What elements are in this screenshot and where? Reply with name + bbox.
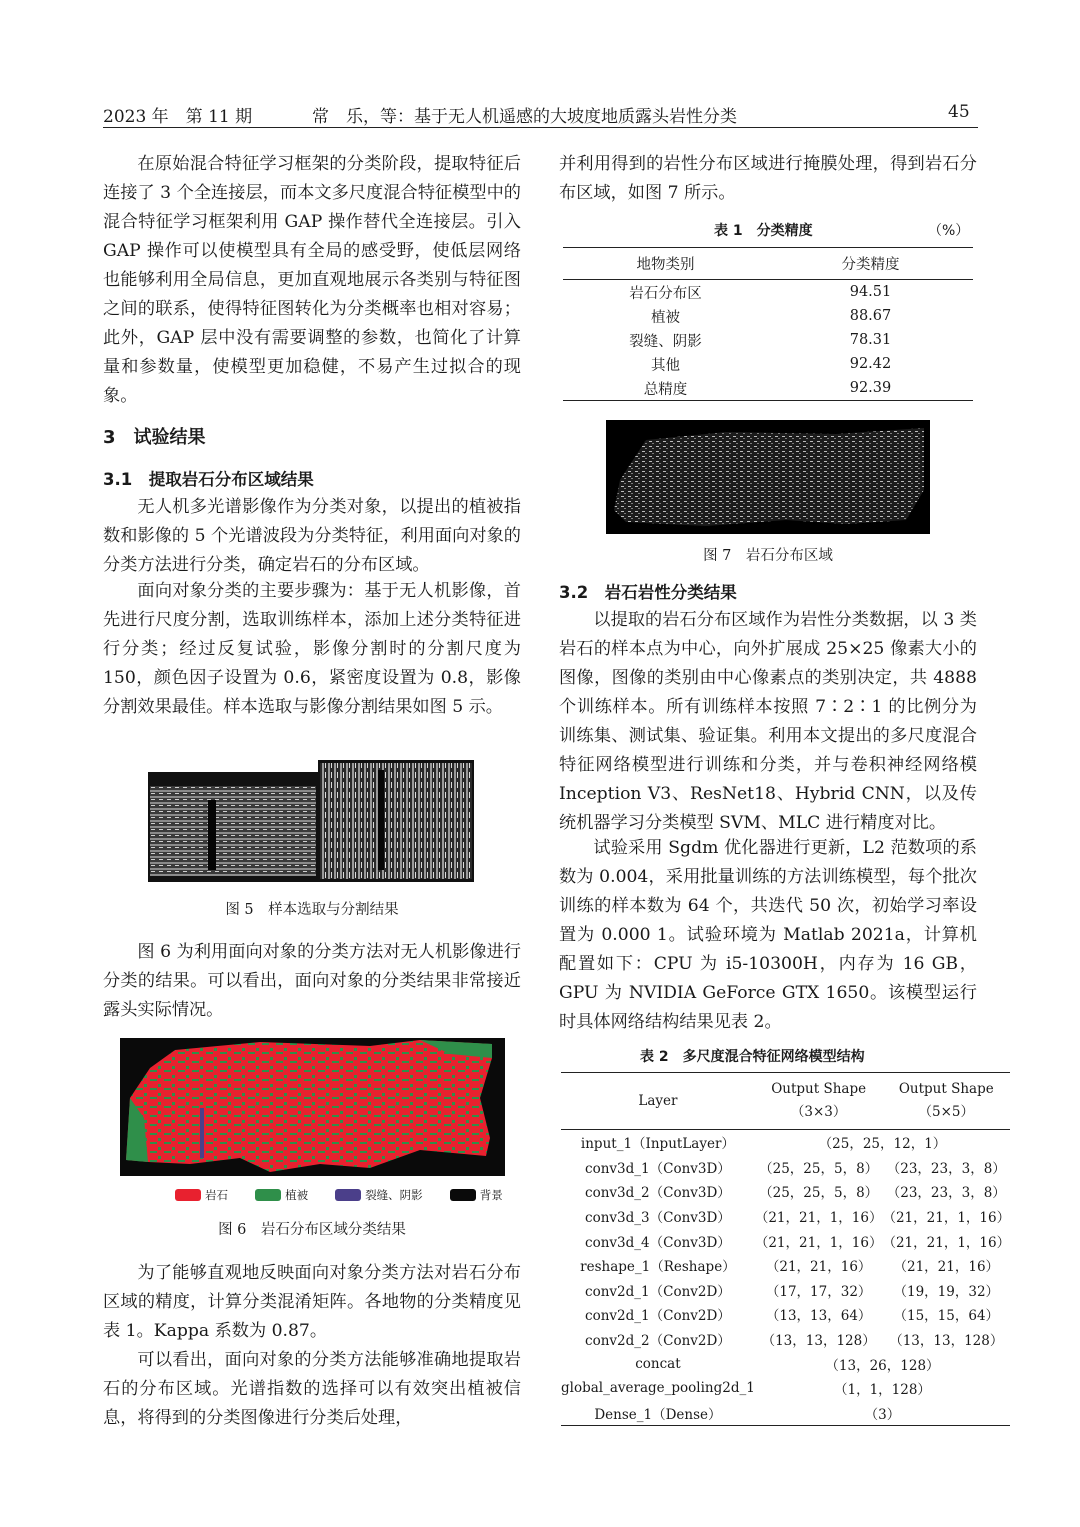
table-row: conv2d_2（Conv2D） （13，13，128） （13，13，128） <box>585 1333 1004 1350</box>
left-paragraph-fig6: 图 6 为利用面向对象的分类方法对无人机影像进行分类的结果。可以看出，面向对象的分类结果非常接近露头实际情况。 <box>103 942 521 1020</box>
table-row: 总精度 92.39 <box>643 380 892 398</box>
table-2 <box>561 1072 1010 1426</box>
legend-swatch-fracture <box>335 1189 361 1201</box>
table-row: concat （13，26，128） <box>635 1355 940 1374</box>
header-title: 常 乐，等：基于无人机遥感的大坡度地质露头岩性分类 <box>312 107 737 127</box>
table-2-title: 表 2 多尺度混合特征网络模型结构 <box>640 1049 865 1065</box>
header-rule <box>103 127 978 128</box>
table-row: reshape_1（Reshape） （21，21，16） （21，21，16） <box>580 1259 1000 1276</box>
left-paragraph-steps: 面向对象分类的主要步骤为：基于无人机影像，首先进行尺度分割，选取训练样本，添加上述分类特征进行分类；经过反复试验，影像分割时的分割尺度为 150，颜色因子设置为 0.6，紧密度设置为 0.8，影像分割效果最佳。样本选取与影像分割结果如图 5 示。 <box>103 581 521 717</box>
table-row: conv3d_3（Conv3D） （21，21，1，16） （21，21，1，16） <box>585 1210 1011 1227</box>
table-row: 岩石分布区 94.51 <box>629 284 892 302</box>
section-3-heading: 3 试验结果 <box>103 427 206 448</box>
header-issue: 2023 年 第 11 期 <box>103 107 253 127</box>
table-row: input_1（InputLayer） （25，25，12，1） <box>580 1136 947 1153</box>
legend-item-rock: 岩石 <box>175 1187 228 1203</box>
figure-7-image <box>606 420 930 534</box>
figure-5-caption: 图 5 样本选取与分割结果 <box>225 902 399 918</box>
table-2-header-5x5: Output Shape （5×5） <box>898 1081 994 1120</box>
table-row: global_average_pooling2d_1 （1，1，128） <box>561 1380 931 1399</box>
subsection-3-2-heading: 3.2 岩石岩性分类结果 <box>559 583 737 602</box>
legend-item-vegetation: 植被 <box>255 1187 308 1203</box>
right-paragraph-training: 试验采用 Sgdm 优化器进行更新，L2 范数项的系数为 0.004，采用批量训练的方法训练模型，每个批次训练的样本数为 64 个，共迭代 50 次，初始学习率设置为 0.000 1。试验环境为 Matlab 2021a，计算机配置如下：CPU 为 i5-10300H，内存为 16 GB，GPU 为 NVIDIA GeForce GTX 1650。该模型运行时具体网络结构结果见表 2。 <box>559 838 977 1032</box>
table-2-header-3x3: Output Shape （3×3） <box>771 1081 867 1120</box>
table-1-title: 表 1 分类精度 <box>714 223 813 239</box>
right-paragraph-mask: 并利用得到的岩性分布区域进行掩膜处理，得到岩石分布区域，如图 7 所示。 <box>559 154 977 203</box>
table-1-header-row <box>563 248 973 280</box>
table-2-header-layer: Layer <box>638 1093 678 1109</box>
left-paragraph-conclusion: 可以看出，面向对象的分类方法能够准确地提取岩石的分布区域。光谱指数的选择可以有效突出植被信息，将得到的分类图像进行分类后处理， <box>103 1350 521 1428</box>
table-1-header-accuracy: 分类精度 <box>841 257 900 273</box>
table-row: conv3d_1（Conv3D） （25，25，5，8） （23，23，3，8） <box>585 1160 1006 1177</box>
table-2-header-row <box>561 1073 1010 1130</box>
table-row: conv3d_4（Conv3D） （21，21，1，16） （21，21，1，16） <box>585 1234 1011 1251</box>
table-row: 植被 88.67 <box>651 308 892 326</box>
legend-swatch-vegetation <box>255 1189 281 1201</box>
left-paragraph-uav: 无人机多光谱影像作为分类对象，以提出的植被指数和影像的 5 个光谱波段为分类特征，利用面向对象的分类方法进行分类，确定岩石的分布区域。 <box>103 497 521 575</box>
left-paragraph-accuracy: 为了能够直观地反映面向对象分类方法对岩石分布区域的精度，计算分类混淆矩阵。各地物的分类精度见表 1。Kappa 系数为 0.87。 <box>103 1263 521 1341</box>
table-1 <box>563 247 973 401</box>
table-row: 其他 92.42 <box>651 356 892 374</box>
figure-5 <box>148 760 474 882</box>
legend-item-background: 背景 <box>450 1187 503 1203</box>
right-paragraph-lithology: 以提取的岩石分布区域作为岩性分类数据，以 3 类岩石的样本点为中心，向外扩展成 25×25 像素大小的图像，图像的类别由中心像素点的类别决定，共 4888 个训练样本。所有训练样本按照 7∶2∶1 的比例分为训练集、测试集、验证集。利用本文提出的多尺度混合特征网络模型进行训练和分类，并与卷积神经网络模 Inception V3、ResNet18、Hybrid CNN，以及传统机器学习分类模型 SVM、MLC 进行精度对比。 <box>559 610 978 833</box>
legend-swatch-background <box>450 1189 476 1201</box>
table-1-header-category: 地物类别 <box>636 257 695 273</box>
header-page-number: 45 <box>948 102 970 122</box>
figure-6-legend <box>175 1186 535 1205</box>
table-1-unit: （%） <box>928 223 970 239</box>
figure-7 <box>606 420 930 534</box>
legend-item-fracture-shadow: 裂缝、阴影 <box>335 1187 423 1203</box>
subsection-3-1-heading: 3.1 提取岩石分布区域结果 <box>103 470 314 489</box>
figure-6 <box>120 1038 505 1176</box>
table-row: 裂缝、阴影 78.31 <box>629 332 892 350</box>
legend-swatch-rock <box>175 1189 201 1201</box>
figure-6-classification-map <box>120 1038 505 1176</box>
table-row: conv2d_1（Conv2D） （17，17，32） （19，19，32） <box>585 1283 1000 1300</box>
figure-6-caption: 图 6 岩石分布区域分类结果 <box>218 1222 406 1238</box>
figure-5-image <box>148 760 474 882</box>
left-paragraph-gap: 在原始混合特征学习框架的分类阶段，提取特征后连接了 3 个全连接层，而本文多尺度混合特征模型中的混合特征学习框架利用 GAP 操作替代全连接层。引入 GAP 操作可以使模型具有全局的感受野，使低层网络也能够利用全局信息，更加直观地展示各类别与特征图之间的联系，使得特征图转化为分类概率也相对容易；此外，GAP 层中没有需要调整的参数，也简化了计算量和参数量，使模型更加稳健，不易产生过拟合的现象。 <box>103 154 521 406</box>
table-row: Dense_1（Dense） （3） <box>594 1406 901 1423</box>
table-row: conv2d_1（Conv2D） （13，13，64） （15，15，64） <box>585 1308 1000 1325</box>
figure-7-caption: 图 7 岩石分布区域 <box>703 548 833 564</box>
table-row: conv3d_2（Conv3D） （25，25，5，8） （23，23，3，8） <box>585 1185 1006 1202</box>
